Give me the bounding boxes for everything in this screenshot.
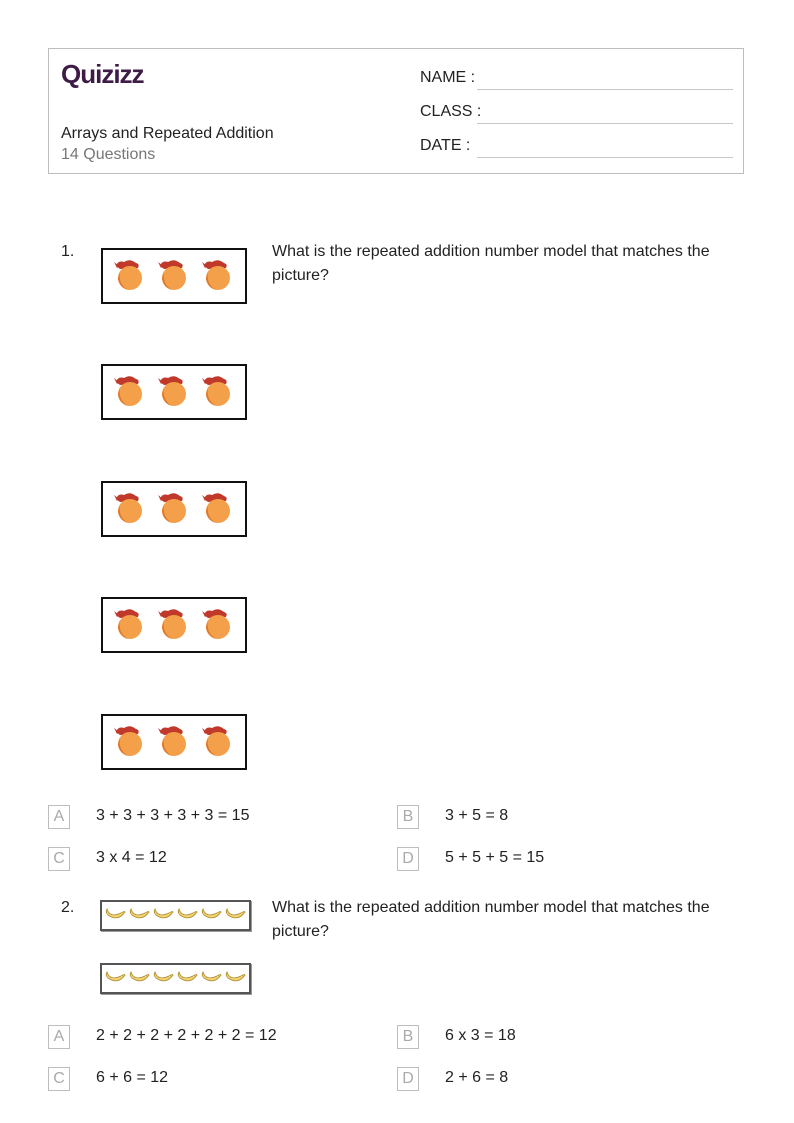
acorn-row bbox=[101, 714, 247, 770]
banana-icon bbox=[128, 966, 151, 991]
option-c-letter[interactable]: C bbox=[48, 1067, 70, 1091]
banana-icon bbox=[224, 966, 247, 991]
option-c-text[interactable]: 6 + 6 = 12 bbox=[96, 1069, 169, 1086]
option-b-letter[interactable]: B bbox=[397, 1025, 419, 1049]
worksheet-title: Arrays and Repeated Addition bbox=[61, 125, 274, 142]
name-label: NAME : bbox=[420, 69, 476, 86]
acorn-icon bbox=[110, 720, 150, 765]
option-a-letter[interactable]: A bbox=[48, 805, 70, 829]
banana-icon bbox=[152, 903, 175, 928]
acorn-icon bbox=[198, 370, 238, 415]
banana-icon bbox=[224, 903, 247, 928]
class-line bbox=[477, 123, 733, 124]
acorn-icon bbox=[198, 603, 238, 648]
option-b-letter[interactable]: B bbox=[397, 805, 419, 829]
acorn-icon bbox=[154, 487, 194, 532]
acorn-icon bbox=[198, 487, 238, 532]
banana-icon bbox=[152, 966, 175, 991]
option-d-letter[interactable]: D bbox=[397, 847, 419, 871]
date-label: DATE : bbox=[420, 137, 471, 154]
option-d-text[interactable]: 5 + 5 + 5 = 15 bbox=[445, 849, 545, 866]
question-number: 2. bbox=[61, 899, 75, 916]
acorn-icon bbox=[154, 720, 194, 765]
question-count: 14 Questions bbox=[61, 146, 156, 163]
acorn-icon bbox=[110, 254, 150, 299]
banana-icon bbox=[104, 966, 127, 991]
acorn-row bbox=[101, 248, 247, 304]
acorn-icon bbox=[110, 603, 150, 648]
acorn-icon bbox=[110, 487, 150, 532]
quizizz-logo: Quizizz bbox=[61, 59, 144, 89]
banana-icon bbox=[200, 966, 223, 991]
acorn-icon bbox=[198, 720, 238, 765]
acorn-icon bbox=[154, 603, 194, 648]
acorn-row bbox=[101, 481, 247, 537]
banana-icon bbox=[128, 903, 151, 928]
option-a-text[interactable]: 3 + 3 + 3 + 3 + 3 = 15 bbox=[96, 807, 250, 824]
banana-icon bbox=[176, 966, 199, 991]
question-text: What is the repeated addition number model that matches the picture? bbox=[272, 243, 710, 284]
acorn-icon bbox=[154, 370, 194, 415]
acorn-icon bbox=[154, 254, 194, 299]
acorn-row bbox=[101, 364, 247, 420]
option-b-text[interactable]: 6 x 3 = 18 bbox=[445, 1027, 516, 1044]
option-c-letter[interactable]: C bbox=[48, 847, 70, 871]
option-b-text[interactable]: 3 + 5 = 8 bbox=[445, 807, 509, 824]
question-number: 1. bbox=[61, 243, 75, 260]
name-line bbox=[477, 89, 733, 90]
banana-icon bbox=[176, 903, 199, 928]
banana-row bbox=[100, 963, 251, 994]
option-c-text[interactable]: 3 x 4 = 12 bbox=[96, 849, 167, 866]
option-d-letter[interactable]: D bbox=[397, 1067, 419, 1091]
banana-icon bbox=[200, 903, 223, 928]
question-text: What is the repeated addition number model that matches the picture? bbox=[272, 899, 710, 940]
acorn-icon bbox=[110, 370, 150, 415]
option-a-letter[interactable]: A bbox=[48, 1025, 70, 1049]
option-d-text[interactable]: 2 + 6 = 8 bbox=[445, 1069, 509, 1086]
banana-icon bbox=[104, 903, 127, 928]
acorn-row bbox=[101, 597, 247, 653]
option-a-text[interactable]: 2 + 2 + 2 + 2 + 2 + 2 = 12 bbox=[96, 1027, 277, 1044]
class-label: CLASS : bbox=[420, 103, 482, 120]
date-line bbox=[477, 157, 733, 158]
banana-row bbox=[100, 900, 251, 931]
worksheet-header bbox=[48, 48, 744, 174]
acorn-icon bbox=[198, 254, 238, 299]
